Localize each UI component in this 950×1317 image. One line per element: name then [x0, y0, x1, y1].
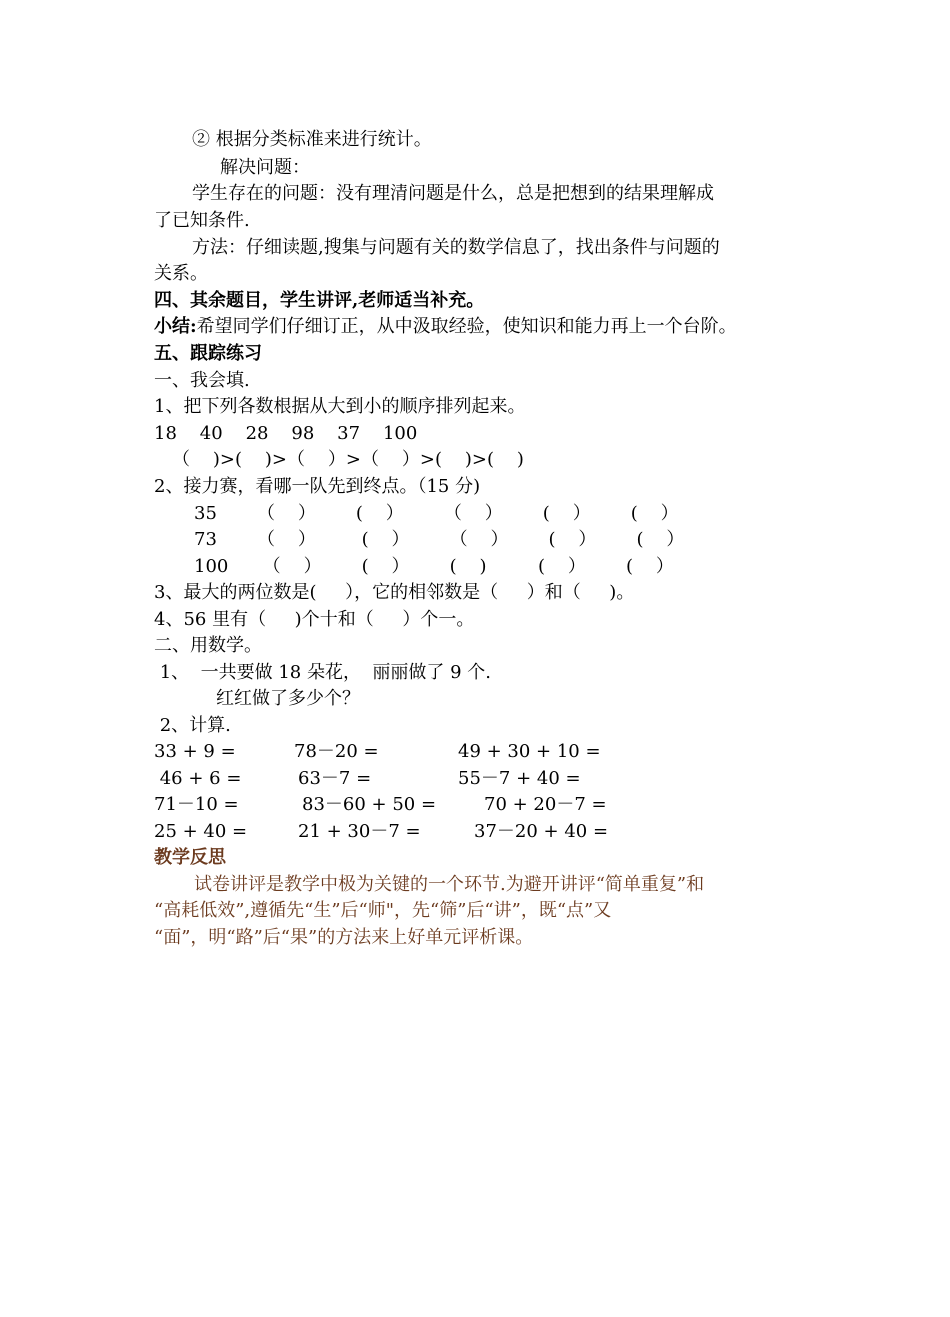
calc-item: 21 + 30－7 =: [298, 821, 421, 842]
summary-line: [154, 315, 737, 339]
summary-label: 小结:: [154, 316, 197, 337]
text-line: 2、接力赛，看哪一队先到终点。（15 分): [154, 476, 481, 497]
text-line: 4、56 里有（ )个十和（ ）个一。: [154, 609, 475, 630]
relay-row: 35 （ ） ( ） （ ） ( ） ( ）: [194, 503, 679, 524]
calc-item: 49 + 30 + 10 =: [458, 741, 601, 762]
calc-item: 83－60 + 50 =: [302, 794, 437, 815]
calc-item: 78－20 =: [294, 741, 379, 762]
reflection-line: 试卷讲评是教学中极为关键的一个环节.为避开讲评“简单重复”和: [194, 874, 705, 895]
text-line: 了已知条件.: [154, 210, 250, 231]
calc-item: 33 + 9 =: [154, 741, 236, 762]
text-line: 关系。: [154, 263, 208, 284]
text-line: 方法：仔细读题,搜集与问题有关的数学信息了，找出条件与问题的: [192, 237, 720, 258]
calc-item: 71－10 =: [154, 794, 239, 815]
calc-item: 37－20 + 40 =: [474, 821, 609, 842]
reflection-line: “面”，明“路”后“果”的方法来上好单元评析课。: [154, 927, 534, 948]
reflection-line: “高耗低效”,遵循先“生”后“师"，先“筛”后“讲”，既“点”又: [154, 900, 612, 921]
text-line: 学生存在的问题：没有理清问题是什么，总是把想到的结果理解成: [192, 183, 714, 204]
calc-item: 70 + 20－7 =: [484, 794, 607, 815]
text-line: 3、最大的两位数是( ），它的相邻数是（ ）和（ )。: [154, 582, 635, 603]
text-line: 红红做了多少个？: [216, 688, 360, 709]
ordering-blanks: （ )>( )>（ ）>（ ）>( )>( ): [172, 449, 524, 470]
section-heading: 五、跟踪练习: [154, 343, 262, 364]
calc-item: 55－7 + 40 =: [458, 768, 581, 789]
number-list: 18 40 28 98 37 100: [154, 423, 418, 444]
reflection-title: 教学反思: [154, 847, 226, 868]
calc-item: 63－7 =: [298, 768, 372, 789]
text-line: 1、把下列各数根据从大到小的顺序排列起来。: [154, 396, 526, 417]
text-line: 1、 一共要做 18 朵花， 丽丽做了 9 个.: [154, 662, 492, 683]
text-line: 2、计算.: [154, 715, 231, 736]
relay-row: 73 （ ） ( ） （ ） ( ） ( ）: [194, 529, 685, 550]
calc-item: 25 + 40 =: [154, 821, 248, 842]
relay-row: 100 （ ） ( ） ( ) ( ） ( ）: [194, 556, 674, 577]
text-line: ② 根据分类标准来进行统计。: [192, 129, 432, 150]
summary-text: 希望同学们仔细订正，从中汲取经验，使知识和能力再上一个台阶。: [196, 316, 737, 337]
section-heading: 四、其余题目，学生讲评,老师适当补充。: [154, 290, 485, 311]
text-line: 一、我会填.: [154, 370, 250, 391]
text-line: 解决问题：: [220, 157, 310, 178]
calc-item: 46 + 6 =: [154, 768, 242, 789]
text-line: 二、用数学。: [154, 635, 262, 656]
